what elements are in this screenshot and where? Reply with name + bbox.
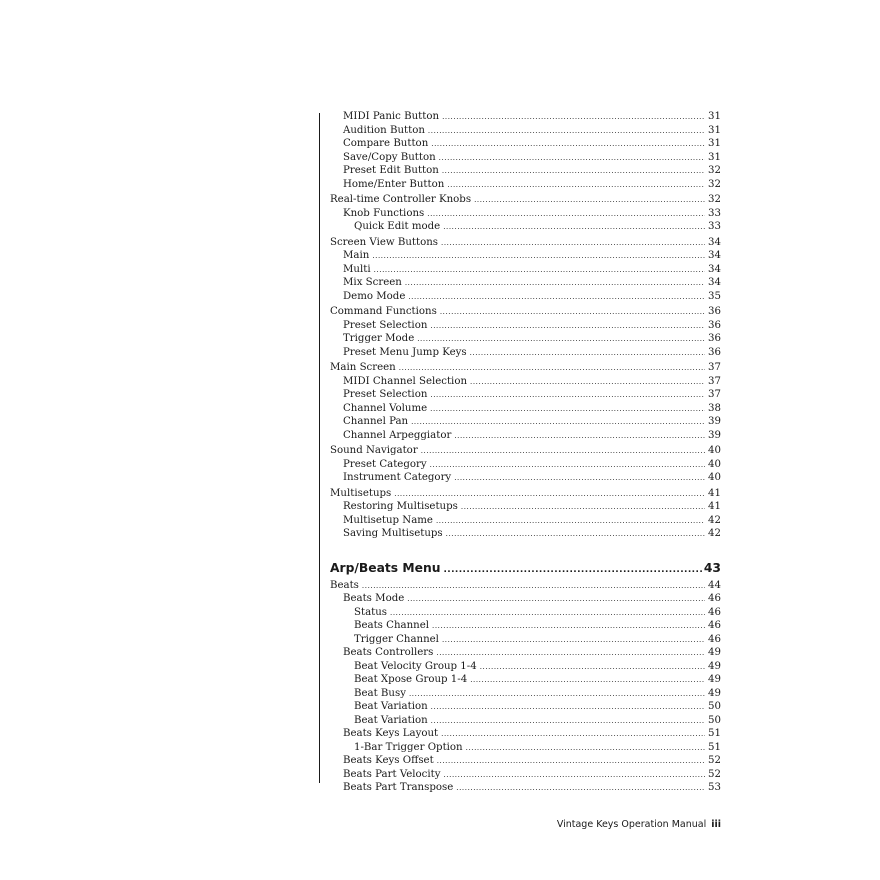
toc-entry-title: Saving Multisetups <box>343 528 443 539</box>
toc-entry-title: Home/Enter Button <box>343 178 445 190</box>
toc-dot-leader <box>417 333 705 347</box>
toc-entry-title: Screen View Buttons <box>330 236 438 248</box>
toc-entry <box>330 332 721 346</box>
toc-entry-page: 41 <box>708 501 721 512</box>
toc-entry-page: 32 <box>708 194 721 205</box>
toc-entry <box>330 137 721 151</box>
toc-entry <box>330 276 721 290</box>
toc-entry-page: 49 <box>708 687 721 699</box>
toc-entry-title: Arp/Beats Menu <box>330 560 441 575</box>
toc-entry-title: Beat Velocity Group 1-4 <box>354 660 477 672</box>
toc-entry <box>330 249 721 263</box>
toc-entry-title: Beat Variation <box>354 714 428 726</box>
toc-entry-page: 39 <box>708 416 721 427</box>
toc-entry-title: Channel Volume <box>343 402 428 414</box>
toc-entry-page: 46 <box>708 593 721 604</box>
toc-vertical-rule <box>319 113 320 783</box>
toc-dot-leader <box>437 755 705 769</box>
toc-entry <box>330 673 721 687</box>
toc-entry-page: 37 <box>708 375 721 387</box>
toc-dot-leader <box>405 277 705 291</box>
toc-entry <box>330 768 721 782</box>
toc-dot-leader <box>446 528 705 542</box>
toc-entry-title: Quick Edit mode <box>354 221 441 232</box>
toc-dot-leader <box>432 620 705 634</box>
toc-entry-page: 34 <box>708 250 721 261</box>
toc-dot-leader <box>431 138 705 152</box>
toc-dot-leader <box>362 580 705 594</box>
toc-dot-leader <box>470 347 705 361</box>
toc-entry <box>330 346 721 360</box>
toc-entry <box>330 592 721 606</box>
toc-entry-page: 37 <box>708 362 721 373</box>
toc-entry-page: 31 <box>708 124 721 136</box>
toc-entry <box>330 429 721 443</box>
toc-entry-title: Status <box>354 606 388 618</box>
toc-entry <box>330 487 721 501</box>
toc-dot-leader <box>443 769 705 783</box>
toc-dot-leader <box>431 715 705 729</box>
toc-entry-title: Channel Pan <box>343 416 409 427</box>
toc-entry-page: 36 <box>708 333 721 344</box>
toc-entry <box>330 319 721 333</box>
toc-dot-leader <box>474 194 705 208</box>
toc-entry-page: 36 <box>708 346 721 358</box>
toc-dot-leader <box>430 403 705 417</box>
toc-entry-page: 51 <box>708 728 721 739</box>
toc-entry-title: Save/Copy Button <box>343 151 436 163</box>
table-of-contents <box>330 110 721 795</box>
toc-entry <box>330 527 721 541</box>
toc-entry <box>330 606 721 620</box>
toc-dot-leader <box>430 320 705 334</box>
toc-entry-title: MIDI Panic Button <box>343 111 440 122</box>
toc-entry-title: Preset Edit Button <box>343 165 439 176</box>
toc-entry-page: 36 <box>708 306 721 317</box>
toc-entry-page: 49 <box>708 647 721 658</box>
toc-dot-leader <box>407 593 705 607</box>
toc-entry-title: Channel Arpeggiator <box>343 429 452 441</box>
toc-entry-title: Preset Category <box>343 458 427 470</box>
toc-entry <box>330 236 721 250</box>
toc-dot-leader <box>431 701 705 715</box>
toc-entry-page: 33 <box>708 207 721 219</box>
toc-entry-page: 41 <box>708 487 721 499</box>
toc-entry-page: 31 <box>708 138 721 149</box>
toc-entry <box>330 619 721 633</box>
toc-entry-title: Preset Selection <box>343 389 428 400</box>
toc-entry-page: 52 <box>708 768 721 780</box>
toc-entry-title: Beats Keys Offset <box>343 755 434 766</box>
toc-entry-page: 49 <box>708 660 721 672</box>
toc-entry-title: Restoring Multisetups <box>343 501 458 512</box>
toc-dot-leader <box>442 165 705 179</box>
toc-entry-title: MIDI Channel Selection <box>343 375 468 387</box>
toc-entry <box>330 124 721 138</box>
toc-entry-page: 46 <box>708 620 721 631</box>
toc-dot-leader <box>374 264 705 278</box>
toc-entry <box>330 290 721 304</box>
toc-entry-title: Sound Navigator <box>330 445 418 456</box>
toc-dot-leader <box>421 445 705 459</box>
toc-dot-leader <box>454 472 705 486</box>
toc-dot-leader <box>480 661 705 675</box>
toc-entry-title: Trigger Channel <box>354 633 439 645</box>
toc-entry-page: 43 <box>703 560 721 575</box>
toc-entry-title: Main Screen <box>330 362 396 373</box>
toc-entry-page: 42 <box>708 528 721 539</box>
toc-entry-title: Multi <box>343 263 371 275</box>
toc-entry <box>330 687 721 701</box>
toc-entry-title: Beat Xpose Group 1-4 <box>354 674 468 685</box>
toc-entry <box>330 500 721 514</box>
toc-entry <box>330 741 721 755</box>
toc-entry <box>330 714 721 728</box>
toc-entry <box>330 514 721 528</box>
toc-entry-page: 34 <box>708 236 721 248</box>
toc-entry <box>330 579 721 593</box>
toc-entry-page: 39 <box>708 429 721 441</box>
toc-entry-page: 50 <box>708 714 721 726</box>
toc-entry-page: 34 <box>708 263 721 275</box>
toc-entry-title: Beats <box>330 579 359 591</box>
toc-entry-page: 38 <box>708 402 721 414</box>
toc-dot-leader <box>441 237 705 251</box>
toc-entry-title: Mix Screen <box>343 277 402 288</box>
toc-entry <box>330 471 721 485</box>
toc-dot-leader <box>456 782 705 796</box>
toc-entry <box>330 375 721 389</box>
toc-entry-page: 46 <box>708 606 721 618</box>
toc-entry-title: Beats Part Transpose <box>343 782 454 793</box>
toc-entry-title: Beats Mode <box>343 593 405 604</box>
toc-entry-title: Preset Menu Jump Keys <box>343 346 467 358</box>
page-footer <box>540 819 721 830</box>
toc-dot-leader <box>436 515 705 529</box>
toc-dot-leader <box>428 125 705 139</box>
toc-dot-leader <box>442 111 705 125</box>
toc-entry-title: Compare Button <box>343 138 429 149</box>
footer-page-number: iii <box>711 819 721 830</box>
toc-entry-page: 36 <box>708 319 721 331</box>
toc-entry-page: 37 <box>708 389 721 400</box>
toc-dot-leader <box>447 179 705 193</box>
toc-section-heading <box>330 559 721 577</box>
toc-entry-page: 31 <box>708 111 721 122</box>
toc-entry <box>330 754 721 768</box>
toc-entry-title: Multisetup Name <box>343 514 433 526</box>
toc-dot-leader <box>466 742 705 756</box>
toc-dot-leader <box>430 389 705 403</box>
toc-dot-leader <box>436 647 705 661</box>
toc-entry <box>330 263 721 277</box>
toc-dot-leader <box>470 674 705 688</box>
toc-entry-page: 34 <box>708 277 721 288</box>
toc-entry-page: 52 <box>708 755 721 766</box>
toc-entry-title: Trigger Mode <box>343 333 415 344</box>
toc-entry-title: Beats Channel <box>354 620 429 631</box>
toc-dot-leader <box>470 376 705 390</box>
toc-dot-leader <box>443 561 701 579</box>
toc-entry <box>330 164 721 178</box>
toc-entry <box>330 305 721 319</box>
toc-dot-leader <box>441 728 705 742</box>
toc-entry <box>330 633 721 647</box>
toc-entry <box>330 646 721 660</box>
toc-entry-page: 40 <box>708 445 721 456</box>
toc-entry <box>330 388 721 402</box>
toc-entry-title: Beat Busy <box>354 687 406 699</box>
toc-dot-leader <box>454 430 705 444</box>
toc-entry-page: 33 <box>708 221 721 232</box>
toc-entry-page: 40 <box>708 472 721 483</box>
toc-entry <box>330 444 721 458</box>
toc-dot-leader <box>409 688 705 702</box>
toc-dot-leader <box>442 634 705 648</box>
toc-entry-title: Real-time Controller Knobs <box>330 194 472 205</box>
toc-entry <box>330 193 721 207</box>
toc-entry-title: Multisetups <box>330 487 392 499</box>
toc-dot-leader <box>408 291 705 305</box>
toc-entry <box>330 415 721 429</box>
toc-entry-title: Instrument Category <box>343 472 452 483</box>
toc-entry-title: Beats Controllers <box>343 647 434 658</box>
toc-entry-page: 35 <box>708 290 721 302</box>
toc-entry-page: 32 <box>708 165 721 176</box>
toc-entry-title: Preset Selection <box>343 319 428 331</box>
toc-dot-leader <box>440 306 705 320</box>
toc-dot-leader <box>430 459 705 473</box>
toc-dot-leader <box>443 221 705 235</box>
toc-dot-leader <box>390 607 705 621</box>
toc-entry <box>330 402 721 416</box>
toc-entry <box>330 207 721 221</box>
toc-entry <box>330 220 721 234</box>
toc-entry <box>330 151 721 165</box>
footer-manual-title: Vintage Keys Operation Manual <box>556 819 707 830</box>
toc-dot-leader <box>461 501 705 515</box>
toc-entry-page: 46 <box>708 633 721 645</box>
toc-entry-page: 44 <box>708 579 721 591</box>
toc-entry-page: 31 <box>708 151 721 163</box>
toc-entry <box>330 361 721 375</box>
toc-entry <box>330 700 721 714</box>
toc-dot-leader <box>394 488 705 502</box>
toc-entry-page: 50 <box>708 701 721 712</box>
toc-entry <box>330 178 721 192</box>
toc-entry <box>330 727 721 741</box>
toc-entry-title: Knob Functions <box>343 207 425 219</box>
toc-entry-title: Demo Mode <box>343 290 406 302</box>
toc-dot-leader <box>411 416 705 430</box>
toc-entry-page: 53 <box>708 782 721 793</box>
toc-dot-leader <box>399 362 705 376</box>
toc-dot-leader <box>427 208 705 222</box>
toc-entry-page: 40 <box>708 458 721 470</box>
toc-entry <box>330 781 721 795</box>
toc-entry-page: 32 <box>708 178 721 190</box>
toc-entry-title: Beats Part Velocity <box>343 768 441 780</box>
toc-entry-page: 49 <box>708 674 721 685</box>
toc-entry-title: 1-Bar Trigger Option <box>354 741 463 753</box>
toc-entry-title: Audition Button <box>343 124 425 136</box>
toc-entry-page: 51 <box>708 741 721 753</box>
toc-entry <box>330 660 721 674</box>
toc-dot-leader <box>439 152 705 166</box>
toc-entry-title: Command Functions <box>330 306 437 317</box>
toc-entry-page: 42 <box>708 514 721 526</box>
toc-entry <box>330 110 721 124</box>
toc-entry-title: Main <box>343 250 370 261</box>
toc-entry-title: Beats Keys Layout <box>343 728 439 739</box>
toc-dot-leader <box>372 250 705 264</box>
toc-entry <box>330 458 721 472</box>
toc-entry-title: Beat Variation <box>354 701 428 712</box>
